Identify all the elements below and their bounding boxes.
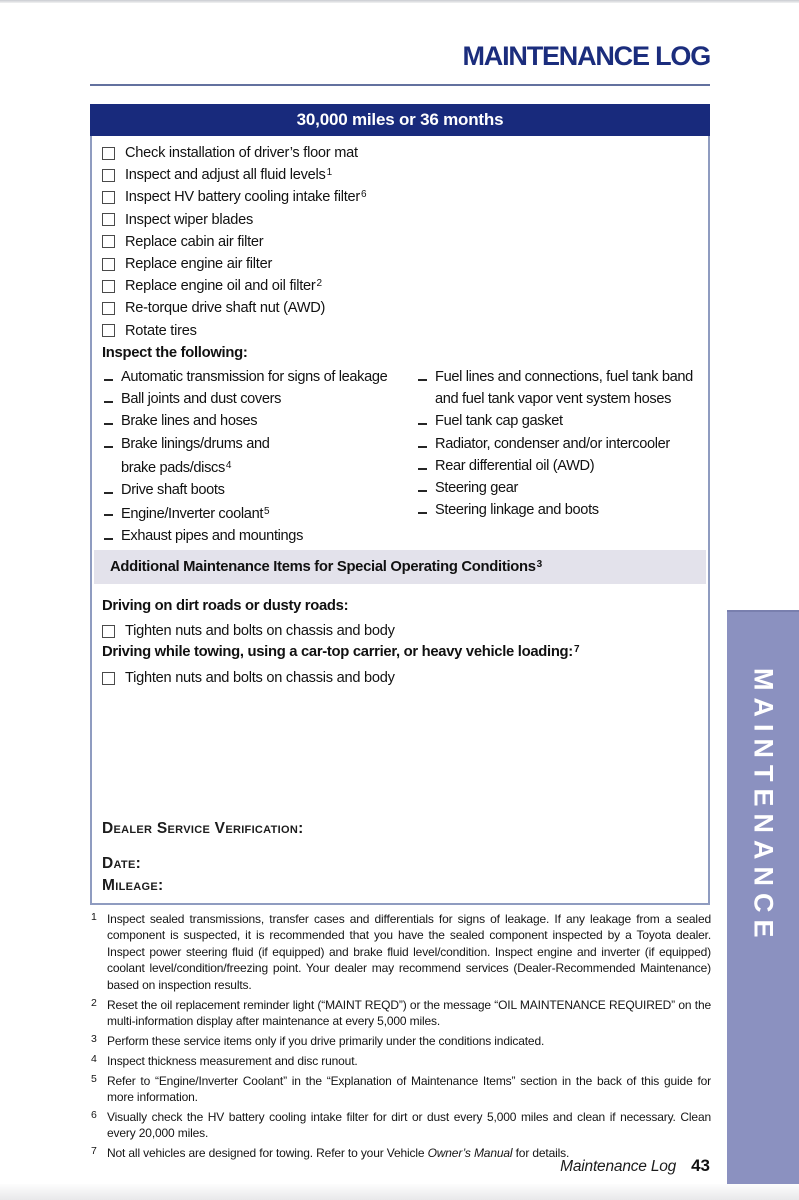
checkbox[interactable] bbox=[102, 258, 115, 271]
condition-item-label: Tighten nuts and bolts on chassis and body bbox=[125, 623, 395, 640]
checkbox[interactable] bbox=[102, 147, 115, 160]
dash-marker bbox=[104, 492, 113, 494]
footnote-text: Visually check the HV battery cooling intake filter for dirt or dust every 5,000 miles and clean if necessary. Clean every 20,000 miles. bbox=[107, 1109, 711, 1141]
dash-marker bbox=[418, 446, 427, 448]
page-bottom-edge bbox=[0, 1184, 799, 1200]
dash-marker bbox=[104, 379, 113, 381]
condition-item-label: Tighten nuts and bolts on chassis and body bbox=[125, 670, 395, 687]
footnote-reference: 3 bbox=[536, 559, 543, 570]
checkbox[interactable] bbox=[102, 324, 115, 337]
inspect-item-line: Fuel tank cap gasket bbox=[435, 413, 563, 430]
dash-marker bbox=[104, 446, 113, 448]
inspect-item-line: Exhaust pipes and mountings bbox=[121, 528, 304, 545]
footer-section-label: Maintenance Log bbox=[560, 1158, 677, 1175]
dash-marker bbox=[104, 514, 113, 516]
checklist-item bbox=[102, 253, 367, 275]
footnote-reference: 6 bbox=[360, 189, 367, 201]
footnote-text: Inspect thickness measurement and disc runout. bbox=[107, 1053, 358, 1068]
footnote-text: Refer to “Engine/Inverter Coolant” in the “Explanation of Maintenance Items” section in the back of this guide for more information. bbox=[107, 1073, 711, 1105]
checklist-item-label: Rotate tires bbox=[125, 322, 197, 339]
footnote-text: Reset the oil replacement reminder light (“MAINT REQD”) or the message “OIL MAINTENANCE REQUIRED” on the multi-information display after maintenance at every 5,000 miles. bbox=[107, 997, 711, 1028]
footnotes bbox=[90, 911, 711, 1165]
inspect-item-label bbox=[121, 410, 257, 432]
page-title: MAINTENANCE LOG bbox=[462, 41, 710, 71]
checkbox[interactable] bbox=[102, 302, 115, 315]
checkbox[interactable] bbox=[102, 191, 115, 204]
checkbox[interactable] bbox=[102, 235, 115, 248]
checklist-item bbox=[102, 209, 367, 231]
inspect-item-line: Rear differential oil (AWD) bbox=[435, 457, 595, 474]
footnote-number: 7 bbox=[91, 1145, 97, 1158]
dash-marker bbox=[418, 379, 427, 381]
inspect-item-label bbox=[435, 410, 563, 432]
dash-marker bbox=[104, 423, 113, 425]
footnote-reference: 5 bbox=[264, 506, 270, 518]
inspect-item bbox=[104, 410, 418, 432]
footnote-number: 6 bbox=[91, 1108, 97, 1121]
footnote-text: Inspect sealed transmissions, transfer cases and differentials for signs of leakage. If any leakage from a sealed component is suspected, it is recommended that you have the sealed component inspected by a Toyota dealer. Inspect power steering fluid (if equipped) and brake fluid level/condition. Inspect engine and inverter (if equipped) coolant level/condition/freezing point. Your dealer may recommend services (Dealer-Recommended Maintenance) based on inspection results. bbox=[107, 912, 711, 992]
inspect-item-label bbox=[435, 499, 599, 521]
footnote bbox=[90, 911, 711, 993]
dash-marker bbox=[418, 423, 427, 425]
inspect-item-label bbox=[121, 525, 303, 547]
checkbox[interactable] bbox=[102, 169, 115, 182]
inspect-item-label bbox=[121, 479, 225, 501]
footnote-italic-text: Owner’s Manual bbox=[427, 1146, 513, 1161]
footnote-number: 5 bbox=[91, 1072, 97, 1085]
checklist-item bbox=[102, 320, 367, 342]
footnote bbox=[90, 997, 711, 1030]
inspect-item bbox=[418, 366, 704, 410]
inspect-item-line: Ball joints and dust covers bbox=[121, 391, 282, 408]
footnote-reference: 7 bbox=[573, 644, 580, 655]
footnote-text: Not all vehicles are designed for towing. Refer to your Vehicle Owner’s Manual for details. bbox=[107, 1146, 570, 1161]
checklist-item-label: Replace cabin air filter bbox=[125, 233, 264, 250]
checklist-item bbox=[102, 164, 367, 186]
inspect-item bbox=[418, 433, 704, 455]
additional-items-header: Additional Maintenance Items for Special Operating Conditions$^3$ bbox=[110, 559, 543, 575]
inspect-item-label bbox=[121, 433, 270, 479]
inspect-item bbox=[418, 410, 704, 432]
inspect-item-line: Fuel lines and connections, fuel tank band bbox=[435, 369, 693, 385]
dealer-service-verification-label: Dealer Service Verification: bbox=[102, 820, 304, 837]
dash-marker bbox=[418, 468, 427, 470]
inspect-columns bbox=[104, 366, 704, 548]
footnote bbox=[90, 1073, 711, 1106]
inspect-item-label bbox=[121, 501, 270, 525]
inspect-item-line: and fuel tank vapor vent system hoses bbox=[435, 391, 672, 408]
inspect-item-label bbox=[435, 477, 518, 499]
inspect-heading: Inspect the following: bbox=[102, 345, 248, 361]
inspect-item bbox=[418, 499, 704, 521]
checklist-item bbox=[102, 297, 367, 319]
dash-marker bbox=[418, 490, 427, 492]
condition-checklist-item bbox=[102, 667, 395, 689]
footnote-reference: 1 bbox=[326, 167, 333, 179]
page-top-edge bbox=[0, 0, 799, 3]
additional-items-header-bar bbox=[94, 550, 706, 584]
checklist-item-label: Inspect wiper blades bbox=[125, 211, 254, 228]
checklist-item-label: Inspect HV battery cooling intake filter$^6$ bbox=[125, 189, 367, 206]
checklist-item-label: Replace engine air filter bbox=[125, 256, 273, 273]
inspect-item-line: Brake lines and hoses bbox=[121, 413, 258, 430]
inspect-item-label bbox=[435, 455, 594, 477]
service-checklist bbox=[102, 142, 367, 342]
footnote-number: 3 bbox=[91, 1032, 97, 1045]
inspect-item-line: brake pads/discs$^4$ bbox=[121, 459, 232, 476]
dash-marker bbox=[418, 512, 427, 514]
title-divider bbox=[90, 84, 710, 86]
inspect-item bbox=[104, 479, 418, 501]
footnote-number: 4 bbox=[91, 1052, 97, 1065]
checklist-item bbox=[102, 275, 367, 297]
schedule-box bbox=[90, 104, 710, 905]
inspect-item-line: Automatic transmission for signs of leakage bbox=[121, 369, 388, 385]
inspect-column-right bbox=[418, 366, 704, 548]
inspect-item-line: Steering gear bbox=[435, 480, 519, 497]
inspect-item-line: Drive shaft boots bbox=[121, 482, 225, 499]
footnote-number: 2 bbox=[91, 996, 97, 1009]
checklist-item-label: Check installation of driver’s floor mat bbox=[125, 145, 358, 162]
condition-checklist-item bbox=[102, 620, 395, 642]
mileage-label: Mileage: bbox=[102, 877, 164, 894]
inspect-item-line: Brake linings/drums and bbox=[121, 435, 270, 452]
inspect-item-line: Engine/Inverter coolant$^5$ bbox=[121, 506, 270, 523]
checklist-item bbox=[102, 186, 367, 208]
checklist-item-label: Re-torque drive shaft nut (AWD) bbox=[125, 300, 326, 317]
date-label: Date: bbox=[102, 855, 142, 872]
inspect-item bbox=[104, 525, 418, 547]
checkbox[interactable] bbox=[102, 280, 115, 293]
footnote-reference: 2 bbox=[316, 278, 323, 290]
inspect-item-label bbox=[435, 366, 693, 410]
inspect-item-line: Steering linkage and boots bbox=[435, 502, 599, 519]
footnote bbox=[90, 1053, 711, 1069]
inspect-item bbox=[104, 388, 418, 410]
inspect-item bbox=[418, 455, 704, 477]
checklist-item-label: Inspect and adjust all fluid levels$^1$ bbox=[125, 167, 333, 184]
condition-heading: Driving while towing, using a car-top carrier, or heavy vehicle loading:$^7$ bbox=[102, 644, 580, 660]
footnote-reference: 4 bbox=[225, 459, 232, 471]
checkbox[interactable] bbox=[102, 213, 115, 226]
condition-heading: Driving on dirt roads or dusty roads: bbox=[102, 598, 349, 614]
footnote bbox=[90, 1109, 711, 1142]
interval-header: 30,000 miles or 36 months bbox=[90, 104, 710, 136]
inspect-column-left bbox=[104, 366, 418, 548]
footnote-number: 1 bbox=[91, 911, 97, 923]
checklist-item bbox=[102, 142, 367, 164]
inspect-item bbox=[418, 477, 704, 499]
checkbox[interactable] bbox=[102, 625, 115, 638]
inspect-item bbox=[104, 501, 418, 525]
footnote bbox=[90, 1033, 711, 1049]
page-footer bbox=[560, 1156, 710, 1176]
footnote-text: Perform these service items only if you drive primarily under the conditions indicated. bbox=[107, 1033, 545, 1048]
checklist-item-label: Replace engine oil and oil filter$^2$ bbox=[125, 278, 323, 295]
side-tab-label: MAINTENANCE bbox=[748, 668, 779, 945]
inspect-item-label bbox=[435, 433, 670, 455]
checkbox[interactable] bbox=[102, 672, 115, 685]
inspect-item-label bbox=[121, 388, 281, 410]
checklist-item bbox=[102, 231, 367, 253]
inspect-item-label bbox=[121, 366, 387, 388]
inspect-item bbox=[104, 433, 418, 479]
dash-marker bbox=[104, 401, 113, 403]
inspect-item-line: Radiator, condenser and/or intercooler bbox=[435, 435, 670, 452]
dash-marker bbox=[104, 538, 113, 540]
maintenance-side-tab[interactable] bbox=[727, 610, 799, 1190]
footer-page-number: 43 bbox=[691, 1156, 710, 1175]
inspect-item bbox=[104, 366, 418, 388]
